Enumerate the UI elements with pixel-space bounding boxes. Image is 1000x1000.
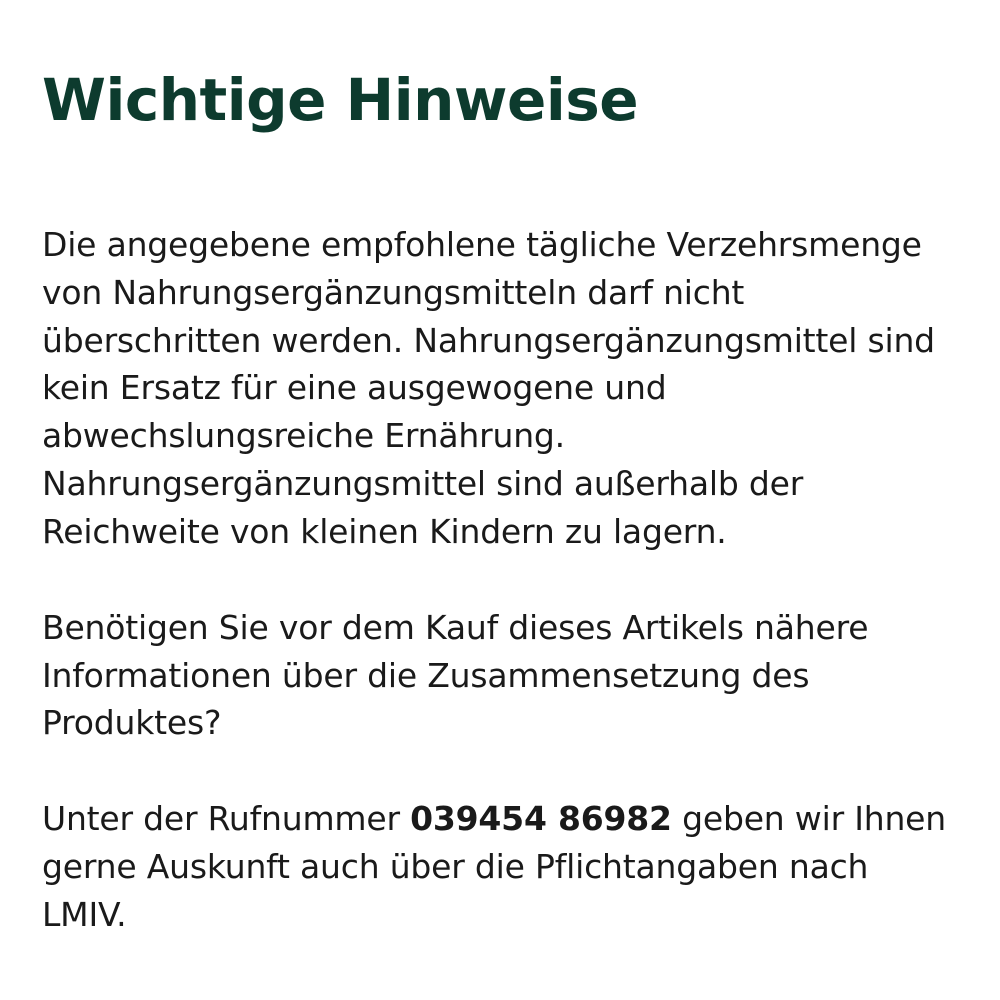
contact-suffix: geben wir Ihnen gerne Auskunft auch über die Pflichtangaben nach LMIV. bbox=[42, 799, 947, 935]
page-title: Wichtige Hinweise bbox=[42, 66, 639, 134]
contact-phone-number: 039454 86982 bbox=[410, 799, 672, 839]
paragraph-contact bbox=[42, 795, 957, 939]
contact-prefix: Unter der Rufnummer bbox=[42, 799, 411, 839]
paragraph-more-info-question: Benötigen Sie vor dem Kauf dieses Artikels nähere Informationen über die Zusammensetzung des Produktes? bbox=[42, 607, 869, 743]
paragraph-supplement-warning: Die angegebene empfohlene tägliche Verzehrsmenge von Nahrungsergänzungsmitteln darf nicht überschritten werden. Nahrungsergänzungsmittel sind kein Ersatz für eine ausgewogene und abwechslungsreiche Ernährung. Nahrungsergänzungsmittel sind außerhalb der Reichweite von kleinen Kindern zu lagern. bbox=[42, 224, 935, 551]
notice-body bbox=[42, 221, 960, 939]
